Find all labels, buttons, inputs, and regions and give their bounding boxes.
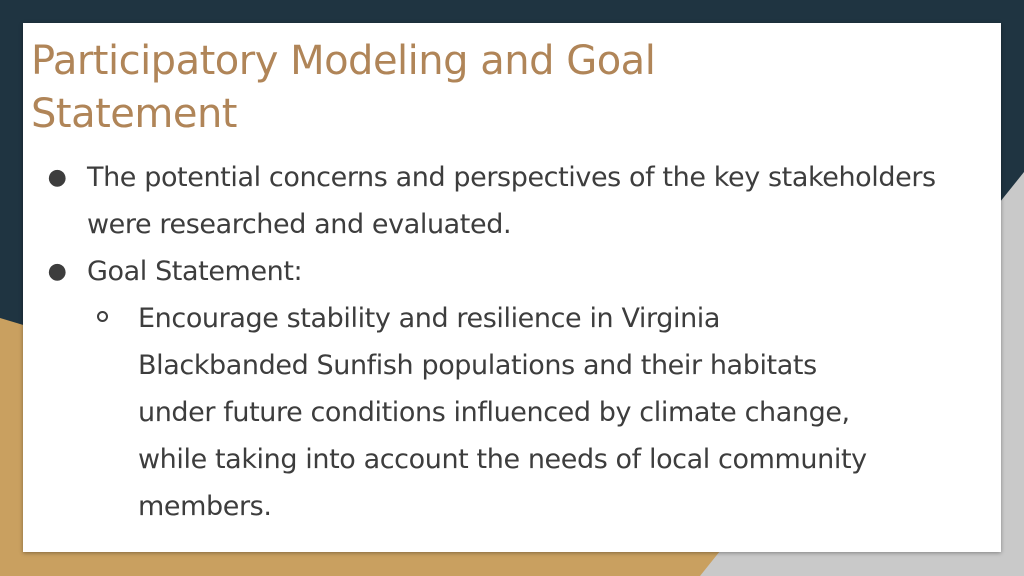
bullet-text: The potential concerns and perspectives of the key stakeholders were researched and evaluated. <box>87 162 936 240</box>
bullet-text: Goal Statement: <box>87 256 303 287</box>
content-card <box>23 23 1001 552</box>
sub-bullet-text: Encourage stability and resilience in Virginia Blackbanded Sunfish populations and their habitats under future conditions influenced by climate change, while taking into account the needs of local community members. <box>138 303 867 522</box>
sub-bullet-item <box>87 295 898 530</box>
bullet-list <box>43 154 943 530</box>
filled-circle-bullet-icon: ● <box>47 165 67 190</box>
sub-bullet-list <box>87 295 943 530</box>
bullet-item <box>43 154 943 248</box>
hollow-circle-bullet-icon <box>97 311 108 322</box>
bullet-item <box>43 248 943 530</box>
slide-title: Participatory Modeling and Goal Statement <box>31 38 656 137</box>
filled-circle-bullet-icon: ● <box>47 259 67 284</box>
